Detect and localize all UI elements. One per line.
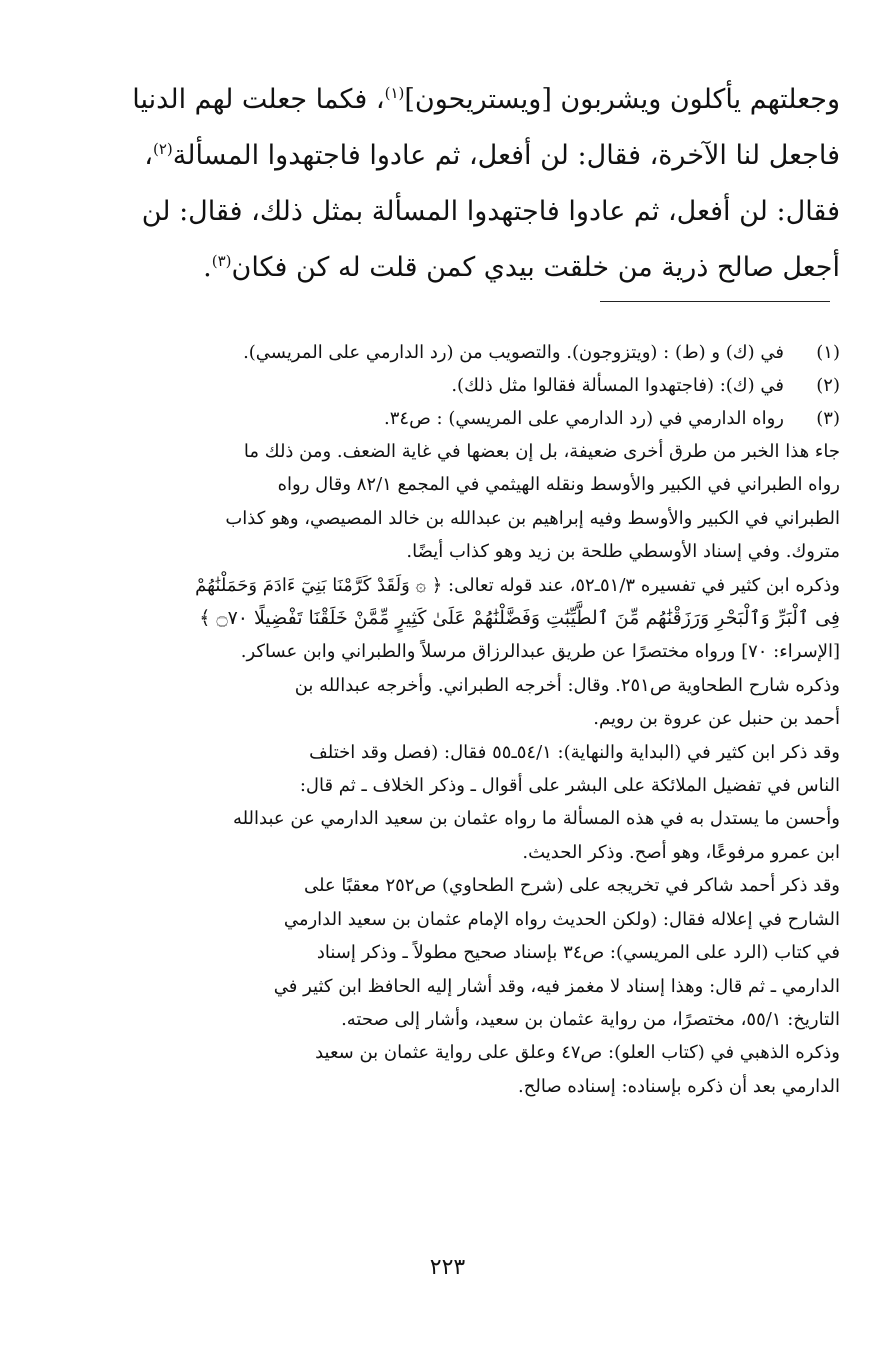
commentary-paragraph-5 xyxy=(150,869,840,1036)
footnote-text: في (ك) و (ط) : (ويتزوجون). والتصويب من (رد الدارمي على المريسي). xyxy=(243,342,784,363)
commentary-line: في كتاب (الرد على المريسي): ص٣٤ بإسناد صحيح مطولاً ـ وذكر إسناد xyxy=(316,942,840,964)
main-line-1: وجعلتهم يأكلون ويشربون [ويستريحون]$^{(١)}$، فكما جعلت لهم الدنيا xyxy=(132,84,840,115)
commentary-line: [الإسراء: ٧٠] ورواه مختصرًا عن طريق عبدالرزاق مرسلاً والطبراني وابن عساكر. xyxy=(240,641,840,663)
page-number: ٢٢٣ xyxy=(429,1255,466,1280)
footnote-number: (٣) xyxy=(816,408,840,429)
commentary-line: التاريخ: ٥٥/١، مختصرًا، من رواية عثمان بن سعيد، وأشار إلى صحته. xyxy=(341,1008,840,1030)
quran-verse-line: فِى ٱلْبَرِّ وَٱلْبَحْرِ وَرَزَقْنَٰهُم مِّنَ ٱلطَّيِّبَٰتِ وَفَضَّلْنَٰهُمْ عَلَىٰ كَثِيرٍ مِّمَّنْ خَلَقْنَا تَفْضِيلًا ۝٧٠ ﴾ xyxy=(199,607,840,630)
commentary-line: وقد ذكر أحمد شاكر في تخريجه على (شرح الطحاوي) ص٢٥٢ معقبًا على xyxy=(303,875,840,897)
commentary-line: الدارمي بعد أن ذكره بإسناده: إسناده صالح. xyxy=(518,1075,840,1097)
footnote-3 xyxy=(150,402,840,435)
commentary-line: وذكره ابن كثير في تفسيره ٥١/٣ـ٥٢، عند قوله تعالى: ﴿ ۞ وَلَقَدْ كَرَّمْنَا بَنِيٓ ءَادَمَ وَحَمَلْنَٰهُمْ xyxy=(195,574,840,596)
footnote-ref-2: (٢) xyxy=(152,140,173,158)
footnote-text: في (ك): (فاجتهدوا المسألة فقالوا مثل ذلك). xyxy=(451,375,784,396)
commentary-line: أحمد بن حنبل عن عروة بن رويم. xyxy=(593,708,840,730)
footnote-1 xyxy=(150,336,840,369)
commentary-line: وذكره الذهبي في (كتاب العلو): ص٤٧ وعلق على رواية عثمان بن سعيد xyxy=(315,1042,840,1064)
footnote-separator xyxy=(600,301,830,302)
footnote-number: (٢) xyxy=(816,375,840,396)
commentary-line: وأحسن ما يستدل به في هذه المسألة ما رواه عثمان بن سعيد الدارمي عن عبدالله xyxy=(232,808,840,830)
commentary-line: الناس في تفضيل الملائكة على البشر على أقوال ـ وذكر الخلاف ـ ثم قال: xyxy=(299,775,840,797)
commentary-line: متروك. وفي إسناد الأوسطي طلحة بن زيد وهو كذاب أيضًا. xyxy=(406,541,840,563)
main-line-3: فقال: لن أفعل، ثم عادوا فاجتهدوا المسألة بمثل ذلك، فقال: لن xyxy=(141,196,840,227)
commentary-line: وقد ذكر ابن كثير في (البداية والنهاية): ٥٤/١ـ٥٥ فقال: (فصل وقد اختلف xyxy=(309,741,840,763)
main-line-4: أجعل صالح ذرية من خلقت بيدي كمن قلت له كن فكان$^{(٣)}$. xyxy=(203,252,840,283)
footnote-number: (١) xyxy=(816,342,840,363)
commentary-line: الدارمي ـ ثم قال: وهذا إسناد لا مغمز فيه، وقد أشار إليه الحافظ ابن كثير في xyxy=(273,975,840,997)
commentary-line: الشارح في إعلاله فقال: (ولكن الحديث رواه الإمام عثمان بن سعيد الدارمي xyxy=(283,908,840,930)
footnote-ref-1: (١) xyxy=(384,84,405,102)
commentary-paragraph-4 xyxy=(150,736,840,870)
commentary-line: وذكره شارح الطحاوية ص٢٥١. وقال: أخرجه الطبراني. وأخرجه عبدالله بن xyxy=(294,674,840,696)
main-line-2: فاجعل لنا الآخرة، فقال: لن أفعل، ثم عادوا فاجتهدوا المسألة$^{(٢)}$، xyxy=(144,140,840,171)
commentary-paragraph-1 xyxy=(150,435,840,569)
footnote-2 xyxy=(150,369,840,402)
commentary-line: رواه الطبراني في الكبير والأوسط ونقله الهيثمي في المجمع ٨٢/١ وقال رواه xyxy=(277,474,840,496)
main-text xyxy=(132,72,840,296)
footnotes-section xyxy=(150,336,840,1103)
footnote-ref-3: (٣) xyxy=(211,252,232,270)
commentary-line: ابن عمرو مرفوعًا، وهو أصح. وذكر الحديث. xyxy=(522,841,840,863)
commentary-paragraph-6 xyxy=(150,1036,840,1103)
commentary-paragraph-2 xyxy=(150,569,840,669)
commentary-line: الطبراني في الكبير والأوسط وفيه إبراهيم بن عبدالله بن خالد المصيصي، وهو كذاب xyxy=(225,507,840,529)
commentary-paragraph-3 xyxy=(150,669,840,736)
commentary-line: جاء هذا الخبر من طرق أخرى ضعيفة، بل إن بعضها في غاية الضعف. ومن ذلك ما xyxy=(243,441,840,462)
footnote-text: رواه الدارمي في (رد الدارمي على المريسي) : ص٣٤. xyxy=(384,408,784,429)
